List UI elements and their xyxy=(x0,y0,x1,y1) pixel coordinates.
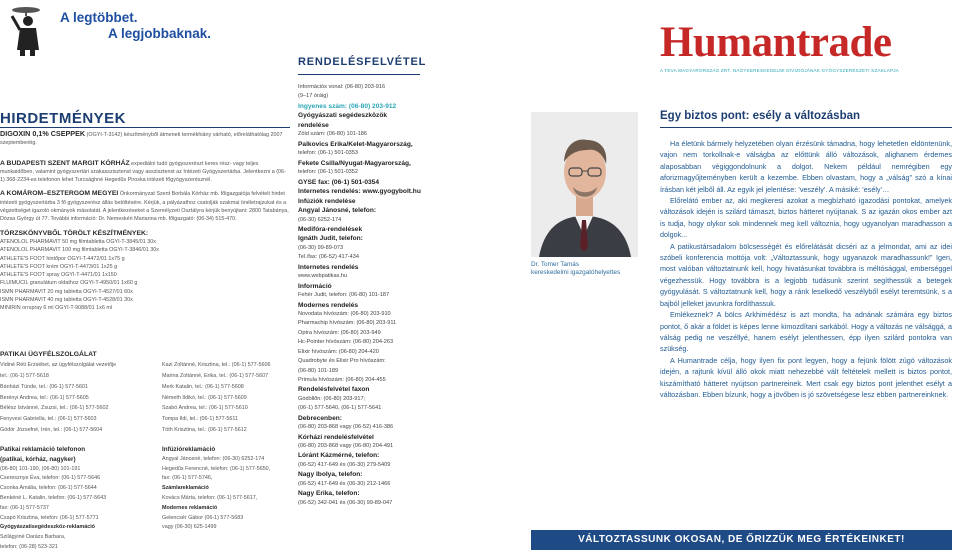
waiter-icon xyxy=(6,4,46,56)
ad-digoxin-text: (OGYI-T-3142) készítményből átmeneti termékhiány várható, előreláthatólag 2007 szeptemberéig. xyxy=(0,132,283,147)
complaint-line: Cseresznye Éva, telefon: (06-1) 577-5646 xyxy=(0,475,101,482)
complaint-line: vagy (06-30) 625-1499 xyxy=(162,524,217,531)
ad-komarom-head: A KOMÁROM–ESZTERGOM MEGYEI xyxy=(0,190,119,198)
service-contact: Szabó Andrea, tel.: (06-1) 577-5610 xyxy=(162,405,248,412)
ads-title: HIRDETMÉNYEK xyxy=(0,110,127,127)
orders-line: rendelése xyxy=(298,121,329,129)
orders-line: Nagy Erika, telefon: xyxy=(298,490,360,498)
orders-line: (06-1) 577-5640, (06-1) 577-5641 xyxy=(298,405,382,412)
orders-line: Információ xyxy=(298,282,332,290)
torzs-item: ISMN PHARMAVIT 20 mg tabletta OGYI-T-4527/01 60x xyxy=(0,288,133,295)
article-paragraph: Ha életünk bármely helyzetében olyan érzésünk támadna, hogy lehetetlen eldöntenünk, vajon nem torkollnak-e válságba az előttünk álló változások, alighanem érdemes alaposabban végiggondolnunk a dolgot. Nekem például nemrégiben egy aforizmagyűjteményben került a kezembe. Ebben olvastam, hogy a „válság” szó a kínai írásban két jelből áll. Az egyik jel jelentése: ’veszély’. A másiké: ’esély’… xyxy=(660,139,952,194)
torzs-item: ATHLETE'S FOOT hintőpor OGYI-T-4472/01 1x75 g xyxy=(0,255,125,262)
complaint-line: fax: (06-1) 577-5746, xyxy=(162,475,213,482)
orders-line: Fekete Csilla/Nyugat-Magyarország, xyxy=(298,159,411,167)
complaint-line: Csapó Krisztina, telefon: (06-1) 577-5771 xyxy=(0,514,99,521)
complaint-line: telefon: (06-28) 523-321 xyxy=(0,543,58,550)
orders-line: (06-52) 342-041 és (06-30) 99-89-047 xyxy=(298,499,393,506)
orders-line: telefon: (06-1) 501-0352 xyxy=(298,169,359,176)
orders-line: Gödöllőn: (06-80) 203-917; xyxy=(298,395,366,402)
orders-line: Novodata hívószám: (06-80) 203-910 xyxy=(298,311,391,318)
complaint-line: (06-80) 101-190, (06-80) 101-191 xyxy=(0,465,81,472)
orders-list xyxy=(298,83,428,508)
orders-line: Internetes rendelés xyxy=(298,263,359,271)
torzs-item: ATHLETE'S FOOT krém OGYI-T-4473/01 1x25 g xyxy=(0,263,118,270)
service-contact: Bánházi Tünde, tel.: (06-1) 577-5601 xyxy=(0,383,89,390)
complaint-line: Gyógyászatisegédeszköz-reklamáció xyxy=(0,524,95,531)
orders-line: Optra hívószám: (06-80) 203-949 xyxy=(298,329,381,336)
orders-line: Fehér Judit, telefon: (06-80) 101-187 xyxy=(298,292,390,299)
orders-line: Modernes rendelés xyxy=(298,301,359,309)
complaint-line: Csonka Amália, telefon: (06-1) 577-5644 xyxy=(0,485,97,492)
service-contact: Bélész Istvánné, Zsuzsi, tel.: (06-1) 577-5602 xyxy=(0,405,109,412)
orders-line: Lóránt Kázmérné, telefon: xyxy=(298,452,380,460)
service-right xyxy=(162,360,290,436)
complaint-line: Gelencsér Gábor (06-1) 577-5683 xyxy=(162,514,244,521)
service-head: PATIKAI ÜGYFÉLSZOLGÁLAT xyxy=(0,351,97,358)
orders-line: Primula hívószám: (06-80) 204-455 xyxy=(298,376,386,383)
orders-line: Medifóra-rendelések xyxy=(298,225,363,233)
brand-tagline: A TEVA MAGYARORSZÁG ZRT. NAGYKERESKEDELMI DIVÍZIÓJÁNAK GYÓGYSZERÉSZETI SZAKLAPJA xyxy=(660,68,900,73)
complaint-line: Infúzióreklamáció xyxy=(162,446,216,453)
ad-torzs xyxy=(0,230,290,313)
ad-digoxin-head: DIGOXIN 0,1% CSEPPEK xyxy=(0,129,86,138)
orders-line: Angyal Jánosné, telefon: xyxy=(298,207,377,215)
complaint-line: fax: (06-1) 577-5737 xyxy=(0,504,49,511)
ad-szentmargit-head: A BUDAPESTI SZENT MARGIT KÓRHÁZ xyxy=(0,159,130,167)
complaint-line: Kovács Márta, telefon: (06-1) 577-5617, xyxy=(162,494,258,501)
orders-line: Ingyenes szám: (06-80) 203-912 xyxy=(298,102,397,110)
orders-line: Elixir hívószám: (06-80) 204-420 xyxy=(298,348,379,355)
slogan xyxy=(60,10,211,42)
ad-torzs-head: TÖRZSKÖNYVBŐL TÖRÖLT KÉSZÍTMÉNYEK: xyxy=(0,229,149,237)
orders-line: (06-80) 101-189 xyxy=(298,367,339,374)
complaints-section xyxy=(0,445,290,553)
slogan-banner: VÁLTOZTASSUNK OKOSAN, DE ŐRIZZÜK MEG ÉRTÉKEINKET! xyxy=(531,530,952,550)
ad-digoxin xyxy=(0,130,290,148)
service-contact: Tóth Krisztina, tel.: (06-1) 577-5612 xyxy=(162,427,247,434)
service-contact: Gödör Józsefné, Irén, tel.: (06-1) 577-5604 xyxy=(0,427,103,434)
article-paragraph: Emlékeznek? A bölcs Arkhimédész is azt mondta, ha adnának számára egy biztos pontot, ő akár a földet is képes lenne kimozdítani sarkából. Hogy a változás ne válsággá, a válság pedig ne veszéllyé, hanem esélyt jelenthessen, épp ilyen szilárd pontokra van szükség. xyxy=(660,310,952,354)
orders-line: Gyógyászati segédeszközök xyxy=(298,112,388,120)
article-divider xyxy=(660,127,952,128)
service-contact: Berényi Andrea, tel.: (06-1) 577-5605 xyxy=(0,394,89,401)
ad-komarom xyxy=(0,190,290,223)
humantrade-logo: Humantrade xyxy=(660,19,892,66)
service-contact: Marina Zoltánné, Erika, tel.: (06-1) 577-5607 xyxy=(162,373,269,380)
complaints-subhead: (patikai, kórház, nagyker) xyxy=(0,455,76,463)
torzs-item: ATENOLOL PHARMAVIT 50 mg filmtabletta OGYI-T-3845/01 30x xyxy=(0,238,156,245)
ad-szentmargit xyxy=(0,160,290,185)
orders-line: Internetes rendelés: www.gyogybolt.hu xyxy=(298,188,421,196)
orders-line: Infúziók rendelése xyxy=(298,197,356,205)
orders-line: Pharmachip hívószám: (06-80) 203-911 xyxy=(298,320,397,327)
complaint-line: Modernes reklamáció xyxy=(162,504,218,511)
orders-line: Palkovics Erika/Kelet-Magyarország, xyxy=(298,140,413,148)
orders-line: Rendelésfelvétel faxon xyxy=(298,386,370,394)
complaint-line: Szilágyiné Darázs Barbara, xyxy=(0,534,66,541)
orders-line: www.webpatikas.hu xyxy=(298,273,348,280)
orders-line: (06-52) 417-649 és (06-30) 279-5409 xyxy=(298,461,391,468)
torzs-item: ISMN PHARMAVIT 40 mg tabletta OGYI-T-4528/01 30x xyxy=(0,297,133,304)
orders-line: Debrecenben: xyxy=(298,414,342,422)
complaints-right xyxy=(162,445,290,553)
orders-divider xyxy=(298,74,420,75)
complaint-line: Hegedűs Ferencné, telefon: (06-1) 577-5650, xyxy=(162,465,271,472)
complaint-line: Benkéné L. Katalin, telefon: (06-1) 577-5643 xyxy=(0,494,107,501)
article-body xyxy=(660,138,952,400)
orders-line: Hc-Pointer hívószám: (06-80) 204-263 xyxy=(298,339,394,346)
orders-line: telefon: (06-1) 501-0353 xyxy=(298,150,359,157)
article-paragraph: Előrelátó ember az, aki megkeresi azokat a megbízható igazodási pontokat, amelyek változások idején is szilárd támaszt, biztos hátteret nyújtanak. S az igazán okos ember azt is tudja, hogy olykor sok mindennek meg kell változnia, hogy ugyanolyan maradhasson a dolgok... xyxy=(660,196,952,240)
service-contact: Tompa Ildi, tel.: (06-1) 577-5611 xyxy=(162,416,239,423)
orders-line: Ignáth Judit, telefon: xyxy=(298,235,363,243)
orders-line: (06-52) 417-649 és (06-30) 212-1466 xyxy=(298,480,391,487)
service-contact: Kazi Zoltánné, Krisztina, tel.: (06-1) 577-5606 xyxy=(162,362,271,369)
service-left xyxy=(0,360,162,436)
ad-komarom-text: Önkormányzat Szent Borbála Kórház mb. főigazgatója felvételt hirdet intézeti gyógyszertárba 3 fő gyógyszerész állás betöltésére. Kérjük, a pályázathoz csatolják szakmai önéletrajzukat és a végzettséget igazoló okmányok másolatát. A jelentkezéseket a Személyzeti Osztályra kérjük benyújtani: 2800 Tatabánya, Dózsa György út 77. További információ: Dr. Nemeskéri Marianna mb. főigazgató: (06-34) 515-470. xyxy=(0,191,289,223)
caption-name: Dr. Tomer Tamás xyxy=(531,261,580,268)
orders-line: GYSE fax: (06-1) 501-0354 xyxy=(298,178,379,186)
service-contact: Vidiné Réti Erzsébet, az ügyfélszolgálat vezetője xyxy=(0,362,117,369)
orders-line: Nagy Ibolya, telefon: xyxy=(298,471,363,479)
service-contact: tel.: (06-1) 577-5618 xyxy=(0,373,49,380)
orders-line: Tel./fax: (06-52) 417-434 xyxy=(298,254,359,261)
torzs-item: MINIRIN orrspray 6 ml OGYI-T-9088/01 1x6 ml xyxy=(0,305,113,312)
service-contact: Merk Katalin, tel.: (06-1) 577-5608 xyxy=(162,383,244,390)
torzs-item: ATHLETE'S FOOT spray OGYI-T-4471/01 1x150 xyxy=(0,272,117,279)
article-paragraph: A Humantrade célja, hogy ilyen fix pont legyen, hogy a fejünk fölött zúgó változások idején, a rajtunk kívül álló okok miatt nehezebbé vált feltételek mellett is biztos pontot, kiszámítható hátteret nyújtson partnereinek. Mert csak egy biztos pont jelenthet esélyt a változásban. Ebben bízunk, hogy a jövőben is jó szövetségese lesz ebben partnereinknek. xyxy=(660,355,952,399)
orders-line: (06-30) 6252-174 xyxy=(298,216,342,223)
complaints-left xyxy=(0,445,162,553)
slogan-line1: A legtöbbet. xyxy=(60,10,138,25)
orders-line: (06-80) 203-868 vagy (06-52) 416-386 xyxy=(298,424,394,431)
slogan-line2: A legjobbaknak. xyxy=(108,26,212,41)
orders-line: Zöld szám: (06-80) 101-186 xyxy=(298,131,368,138)
ad-szentmargit-text: expediálni tudó gyógyszerészt keres rész- vagy teljes munkaidőben, valamint gyógyszertári szakasszisztenst vagy asszisztenst az Intézeti Gyógyszertárba. Jelentkezni a (06-1) 368-2234-es telefonon lehet Turcsághné Hegedűs Piroska intézeti főgyógyszerésznél. xyxy=(0,160,286,184)
article-title: Egy biztos pont: esély a változásban xyxy=(660,110,861,122)
ads-column xyxy=(0,128,290,313)
complaints-head: Patikai reklamáció telefonon xyxy=(0,446,86,453)
complaint-line: Számlareklamáció xyxy=(162,485,209,492)
portrait-photo xyxy=(531,112,638,257)
orders-line: (06-30) 99-89-073 xyxy=(298,244,344,251)
caption-role: kereskedelmi igazgatóhelyettes xyxy=(531,269,621,276)
photo-caption xyxy=(531,261,620,277)
torzs-item: ATENOLOL PHARMAVIT 100 mg filmtabletta OGYI-T-3846/01 30x xyxy=(0,247,159,254)
article-paragraph: A patikustársadalom bölcsességét és előrelátását dicséri az a jelmondat, ami az idei szóbeli konferencia mottója volt: „Változtassunk, hogy ugyanazok maradhassunk!” Igen, most valóban változtatnunk kell, hogy hivatásunkat továbbra is méltósággal, emberséggel végezhessük. Hogy továbbra is a legjobb tudásunk szerint segíthessük a betegek gyógyulását. S változtatnunk kell, hogy a ránk leselkedő veszélyből esélyt teremtsünk, s a bajból jelleket javunkra fordíthassuk. xyxy=(660,241,952,308)
service-contact: Németh Ildikó, tel.: (06-1) 577-5609 xyxy=(162,394,247,401)
torzs-item: FLUIMUCIL granulátum oldathoz OGYI-T-4950/01 1x60 g xyxy=(0,280,138,287)
orders-line: (06-80) 203-868 vagy (06-80) 204-491 xyxy=(298,443,394,450)
orders-line: Információs vonal: (06-80) 203-916 xyxy=(298,84,386,90)
complaint-line: Angyal Jánosné, telefon: (06-30) 6252-174 xyxy=(162,455,265,462)
orders-line: Kórházi rendelésfelvétel xyxy=(298,433,374,441)
service-contact: Fenyvesi Gabriella, tel.: (06-1) 577-5603 xyxy=(0,416,97,423)
orders-line: Quadrobyte és Elixir Pro hívószám: xyxy=(298,358,386,365)
orders-line: (9–17 óráig) xyxy=(298,93,329,100)
service-section xyxy=(0,351,290,436)
orders-title: RENDELÉSFELVÉTEL xyxy=(298,56,427,68)
